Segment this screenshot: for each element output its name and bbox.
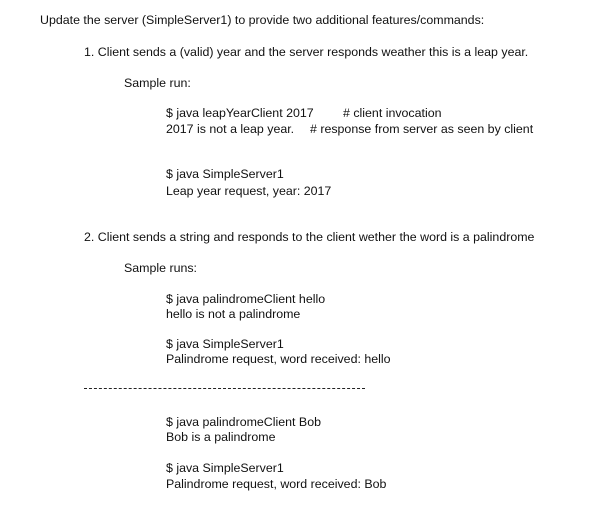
palindrome-client-command-1: $ java palindromeClient hello	[166, 292, 326, 306]
palindrome-server-output-1: Palindrome request, word received: hello	[166, 352, 391, 366]
palindrome-client-command-2: $ java palindromeClient Bob	[166, 415, 321, 429]
palindrome-server-command-1: $ java SimpleServer1	[166, 337, 284, 351]
palindrome-client-response-2: Bob is a palindrome	[166, 430, 276, 444]
item-1-heading: 1. Client sends a (valid) year and the server responds weather this is a leap year.	[84, 45, 529, 59]
leap-server-command: $ java SimpleServer1	[166, 167, 284, 181]
palindrome-server-command-2: $ java SimpleServer1	[166, 461, 284, 475]
item-2-heading: 2. Client sends a string and responds to the client wether the word is a palindrome	[84, 230, 535, 244]
leap-server-output: Leap year request, year: 2017	[166, 184, 332, 198]
leap-client-command: $ java leapYearClient 2017	[166, 106, 314, 120]
leap-client-response-comment: # response from server as seen by client	[310, 122, 534, 136]
item-1-sample-label: Sample run:	[124, 76, 191, 90]
palindrome-server-output-2: Palindrome request, word received: Bob	[166, 477, 387, 491]
leap-client-command-comment: # client invocation	[343, 106, 442, 120]
separator-dashes	[84, 388, 365, 389]
leap-client-response: 2017 is not a leap year.	[166, 122, 295, 136]
palindrome-client-response-1: hello is not a palindrome	[166, 307, 301, 321]
item-2-sample-label: Sample runs:	[124, 261, 198, 275]
intro-text: Update the server (SimpleServer1) to provide two additional features/commands:	[40, 13, 485, 27]
